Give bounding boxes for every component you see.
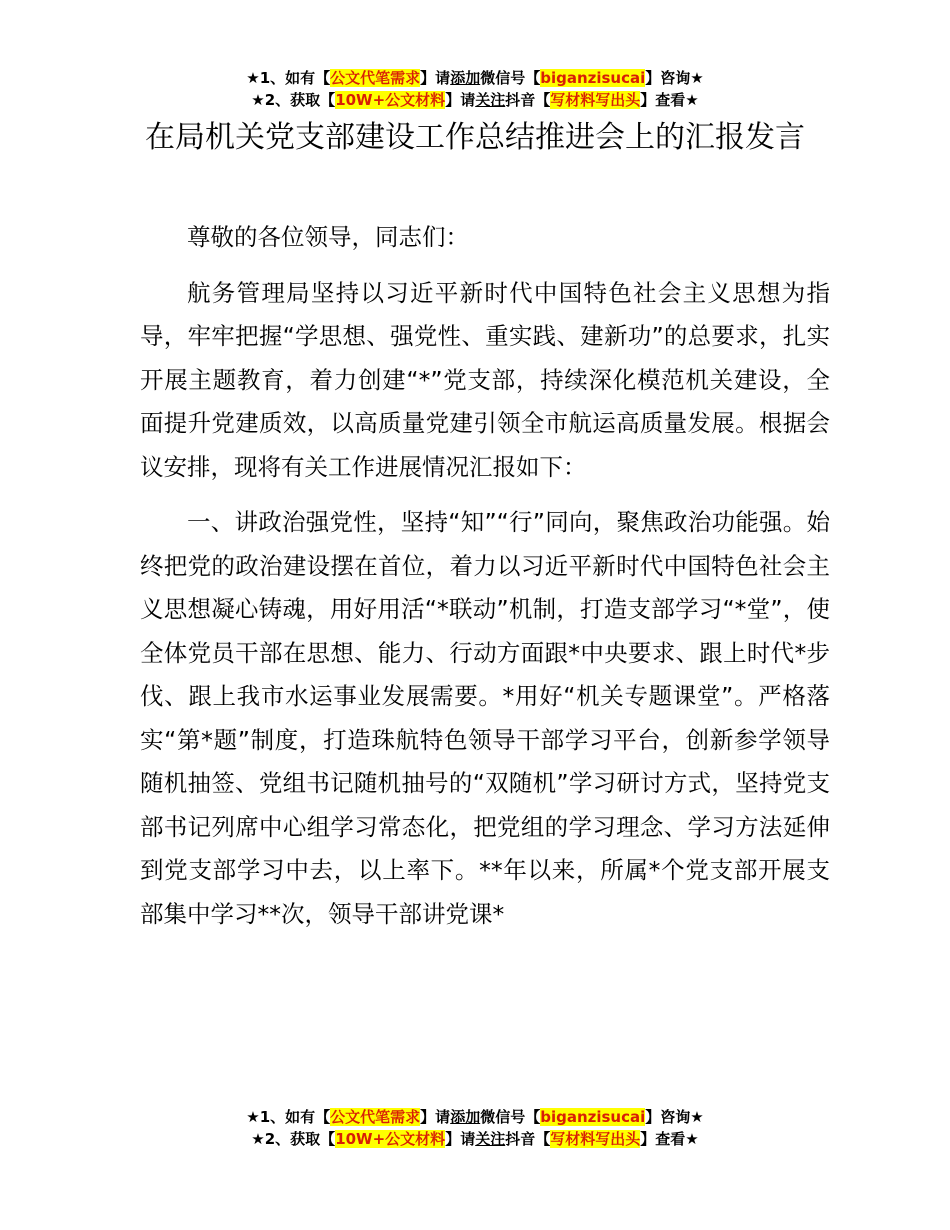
paragraph: 一、讲政治强党性，坚持“知”“行”同向，聚焦政治功能强。始终把党的政治建设摆在首位，着力以习近平新时代中国特色社会主义思想凝心铸魂，用好用活“*联动”机制，打造支部学习“*堂”，使全体党员干部在思想、能力、行动方面跟*中央要求、跟上时代*步伐、跟上我市水运事业发展需要。*用好“机关专题课堂”。严格落实“第*题”制度，打造珠航特色领导干部学习平台，创新参学领导随机抽签、党组书记随机抽号的“双随机”学习研讨方式，坚持党支部书记列席中心组学习常态化，把党组的学习理念、学习方法延伸到党支部学习中去，以上率下。**年以来，所属*个党支部开展支部集中学习**次，领导干部讲党课* [140, 508, 830, 928]
banner-highlight: 10W+公文材料 [335, 1130, 446, 1148]
banner-line-1 [0, 67, 950, 89]
banner-line-2 [0, 1128, 950, 1150]
banner-emphasis: 添加 [450, 1108, 481, 1126]
banner-emphasis: 添加 [450, 69, 481, 87]
footer-banner [0, 1106, 950, 1150]
banner-highlight: 公文代笔需求 [330, 1108, 421, 1126]
banner-text: 】查看★ [640, 1130, 699, 1148]
banner-highlight: biganzisucai [540, 1108, 646, 1126]
header-banner [0, 67, 950, 111]
salutation: 尊敬的各位领导，同志们： [187, 223, 469, 251]
banner-text: 】请 [445, 91, 476, 109]
banner-text: 】咨询★ [645, 69, 704, 87]
banner-text: 微信号【 [480, 69, 541, 87]
paragraph: 航务管理局坚持以习近平新时代中国特色社会主义思想为指导，牢牢把握“学思想、强党性、重实践、建新功”的总要求，扎实开展主题教育，着力创建“*”党支部，持续深化模范机关建设，全面提升党建质效，以高质量党建引领全市航运高质量发展。根据会议安排，现将有关工作进展情况汇报如下： [140, 278, 830, 481]
banner-highlight: biganzisucai [540, 69, 646, 87]
banner-highlight: 公文代笔需求 [330, 69, 421, 87]
banner-emphasis: 关注 [475, 1130, 506, 1148]
document-body [140, 216, 830, 936]
banner-text: 】咨询★ [645, 1108, 704, 1126]
banner-text: 抖音【 [505, 1130, 551, 1148]
document-title: 在局机关党支部建设工作总结推进会上的汇报发言 [145, 120, 805, 155]
banner-text: 】查看★ [640, 91, 699, 109]
banner-text: ★1、如有【 [246, 69, 331, 87]
banner-text: 】请 [445, 1130, 476, 1148]
banner-highlight: 写材料写出头 [550, 1130, 641, 1148]
banner-text: ★1、如有【 [246, 1108, 331, 1126]
banner-text: ★2、获取【 [251, 1130, 336, 1148]
banner-text: 】请 [420, 1108, 451, 1126]
banner-highlight: 10W+公文材料 [335, 91, 446, 109]
banner-highlight: 写材料写出头 [550, 91, 641, 109]
banner-text: ★2、获取【 [251, 91, 336, 109]
banner-text: 抖音【 [505, 91, 551, 109]
banner-line-1 [0, 1106, 950, 1128]
banner-line-2 [0, 89, 950, 111]
banner-text: 】请 [420, 69, 451, 87]
banner-text: 微信号【 [480, 1108, 541, 1126]
banner-emphasis: 关注 [475, 91, 506, 109]
